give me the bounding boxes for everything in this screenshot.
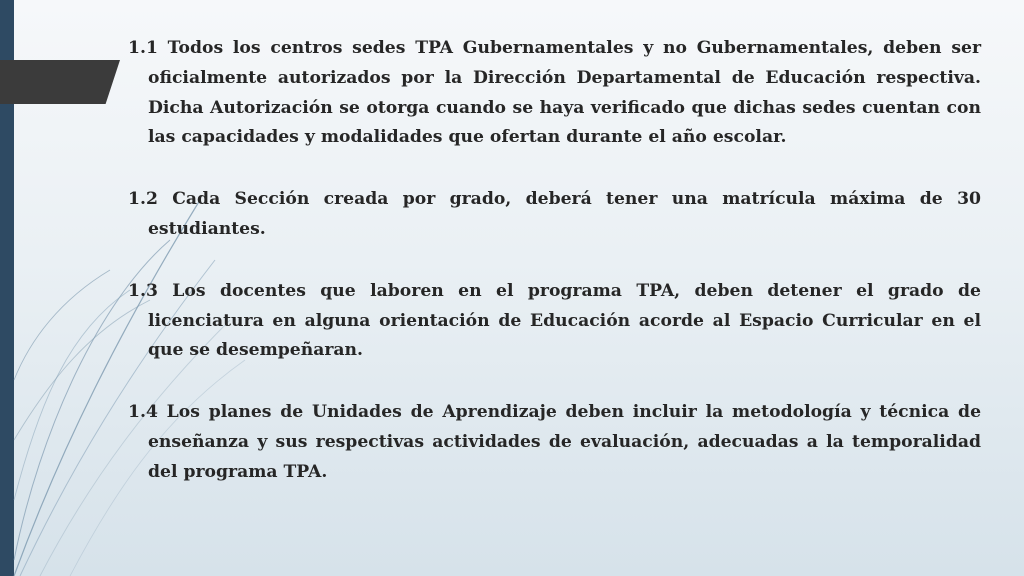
- paragraph-1-2: 1.2 Cada Sección creada por grado, deberá tener una matrícula máxima de 30 estudiantes.: [128, 189, 981, 239]
- paragraph-1-3: 1.3 Los docentes que laboren en el programa TPA, deben detener el grado de licenciatura en alguna orientación de Educación acorde al Espacio Curricular en el que se desempeñaran.: [128, 280, 981, 361]
- slide-body: [128, 34, 981, 520]
- paragraph-1-1: 1.1 Todos los centros sedes TPA Gubernamentales y no Gubernamentales, deben ser oficialmente autorizados por la Dirección Departamental de Educación respectiva. Dicha Autorización se otorga cuando se haya verificado que dichas sedes cuentan con las capacidades y modalidades que ofertan durante el año escolar.: [128, 38, 981, 148]
- deco-curve: [14, 290, 130, 500]
- title-tab-shape: [0, 60, 120, 104]
- deco-curve: [14, 270, 110, 380]
- paragraph-1-4: 1.4 Los planes de Unidades de Aprendizaje deben incluir la metodología y técnica de enseñanza y sus respectivas actividades de evaluación, adecuadas a la temporalidad del programa TPA.: [128, 402, 981, 482]
